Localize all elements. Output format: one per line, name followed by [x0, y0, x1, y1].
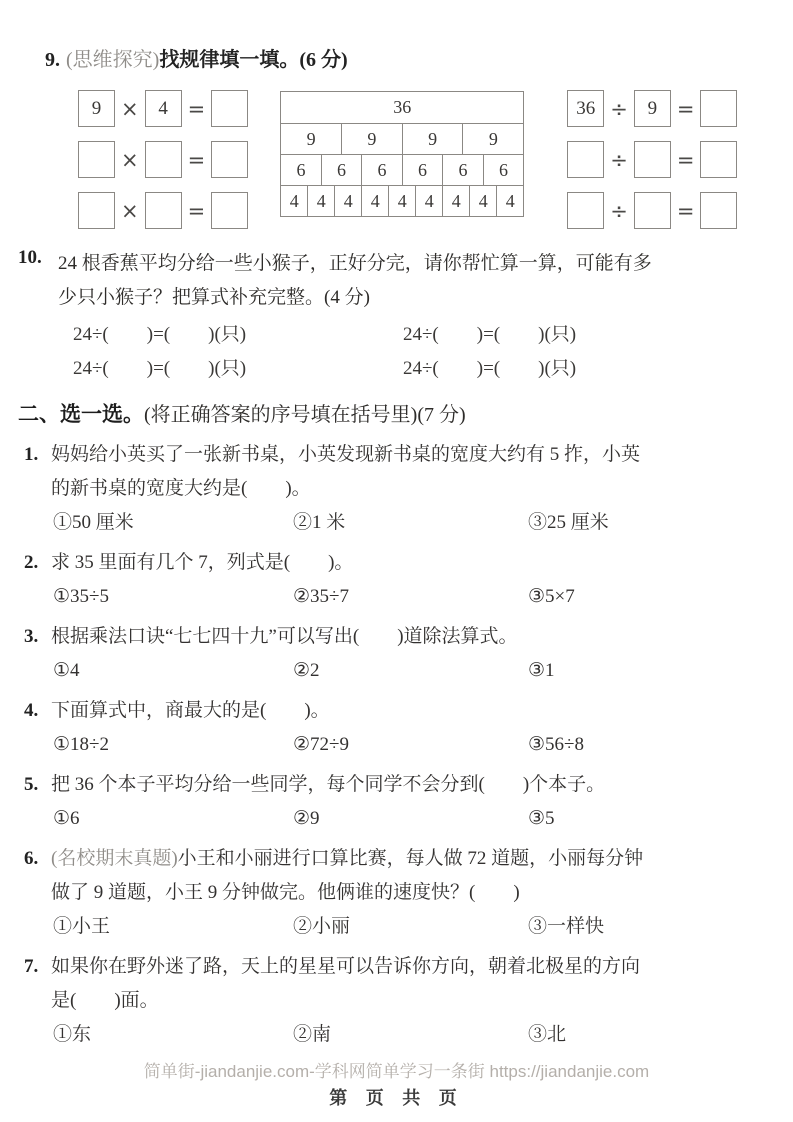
equals-sign: = [187, 147, 206, 172]
section2-heading [18, 397, 765, 432]
answer-box [567, 192, 604, 229]
option-3: ③5 [528, 808, 555, 829]
divide-sign: ÷ [610, 96, 628, 121]
option-1: ①4 [53, 660, 80, 681]
fill-equation: 24÷( )=( )(只) [403, 358, 577, 379]
answer-box [700, 141, 737, 178]
options-row [51, 728, 765, 762]
answer-box: 9 [634, 90, 671, 127]
option-2: ②2 [293, 660, 320, 681]
decomposition-table [280, 91, 524, 217]
option-1: ①东 [53, 1024, 92, 1045]
fill-equation: 24÷( )=( )(只) [73, 324, 247, 345]
table-cell: 4 [388, 186, 415, 216]
table-cell: 4 [415, 186, 442, 216]
table-cell: 4 [469, 186, 496, 216]
question9-number: 9. [45, 49, 60, 71]
equals-sign: = [676, 147, 695, 172]
question9-tag: (思维探究) [66, 49, 160, 71]
answer-box [700, 192, 737, 229]
question9-body [18, 90, 765, 229]
question10-block [18, 247, 765, 385]
choice-question-2 [18, 546, 765, 614]
table-cell: 9 [402, 124, 463, 154]
table-cell: 6 [361, 155, 402, 185]
question10-equations [45, 319, 765, 385]
table-cell: 4 [289, 190, 299, 211]
multiplication-row [78, 192, 248, 229]
answer-box [211, 192, 248, 229]
option-1: ①小王 [53, 916, 111, 937]
table-cell: 9 [462, 124, 523, 154]
question-text-line2: 做了 9 道题，小王 9 分钟做完。他俩谁的速度快？( ) [51, 882, 520, 903]
equals-sign: = [676, 198, 695, 223]
question-text-line1: 下面算式中，商最大的是( )。 [51, 700, 330, 721]
options-row [51, 910, 765, 944]
table-cell: 36 [393, 97, 412, 117]
choice-question-3 [18, 620, 765, 688]
question-text-line1: 把 36 个本子平均分给一些同学，每个同学不会分到( )个本子。 [51, 774, 606, 795]
answer-box [700, 90, 737, 127]
answer-box [634, 141, 671, 178]
question-number: 3. [24, 626, 39, 647]
answer-box [78, 141, 115, 178]
option-2: ②35÷7 [293, 586, 349, 607]
table-cell: 6 [402, 155, 443, 185]
choice-question-7 [18, 950, 765, 1052]
answer-box: 36 [567, 90, 604, 127]
question-text-line1 [51, 842, 765, 876]
option-3: ③56÷8 [528, 734, 584, 755]
footer-page-label: 第 页 共 页 [329, 1088, 464, 1108]
question-text-line2: 的新书桌的宽度大约是( )。 [51, 478, 311, 499]
division-column [567, 90, 737, 229]
table-cell: 4 [496, 186, 523, 216]
table-cell: 6 [296, 159, 306, 180]
options-row [51, 506, 765, 540]
question9-heading [18, 46, 765, 74]
question-tag: (名校期末真题) [51, 848, 178, 869]
option-3: ③一样快 [528, 916, 605, 937]
table-cell: 9 [306, 128, 316, 149]
options-row [51, 580, 765, 614]
multiply-sign: × [121, 96, 139, 121]
table-row-6s [281, 154, 523, 185]
question-text-line1: 根据乘法口诀“七七四十九”可以写出( )道除法算式。 [51, 626, 518, 647]
choice-question-6 [18, 842, 765, 944]
divide-sign: ÷ [610, 147, 628, 172]
question-number: 1. [24, 444, 39, 465]
answer-box [78, 192, 115, 229]
option-2: ②小丽 [293, 916, 351, 937]
table-cell: 6 [321, 155, 362, 185]
question10-text-line2: 少只小猴子？把算式补充完整。(4 分) [58, 287, 370, 308]
division-row [567, 141, 737, 178]
question-number: 5. [24, 774, 39, 795]
option-3: ③25 厘米 [528, 512, 609, 533]
section2-heading-bold: 二、选一选。 [18, 402, 144, 426]
table-cell: 4 [334, 186, 361, 216]
table-cell: 4 [442, 186, 469, 216]
question-number: 2. [24, 552, 39, 573]
multiplication-column [78, 90, 248, 229]
division-row [567, 90, 737, 127]
option-2: ②72÷9 [293, 734, 349, 755]
multiplication-row [78, 141, 248, 178]
answer-box: 4 [145, 90, 182, 127]
question10-number: 10. [18, 247, 42, 268]
table-cell: 4 [361, 186, 388, 216]
question9-title: 找规律填一填。(6 分) [159, 49, 348, 71]
options-row [51, 1018, 765, 1052]
answer-box: 9 [78, 90, 115, 127]
option-2: ②南 [293, 1024, 332, 1045]
table-cell: 4 [307, 186, 334, 216]
choice-question-5 [18, 768, 765, 836]
table-row-9s [281, 123, 523, 154]
option-2: ②9 [293, 808, 320, 829]
multiply-sign: × [121, 198, 139, 223]
question10-text-line1: 24 根香蕉平均分给一些小猴子，正好分完，请你帮忙算一算，可能有多 [58, 253, 652, 274]
section2-heading-rest: (将正确答案的序号填在括号里)(7 分) [144, 404, 466, 426]
multiplication-row [78, 90, 248, 127]
fill-equation: 24÷( )=( )(只) [403, 324, 577, 345]
question-text-line2: 是( )面。 [51, 990, 159, 1011]
table-row-4s [281, 185, 523, 216]
answer-box [634, 192, 671, 229]
choice-question-4 [18, 694, 765, 762]
options-row [51, 654, 765, 688]
equals-sign: = [187, 198, 206, 223]
multiply-sign: × [121, 147, 139, 172]
question-number: 6. [24, 848, 39, 869]
option-3: ③5×7 [528, 586, 575, 607]
question-number: 4. [24, 700, 39, 721]
footer-watermark: 简单街-jiandanjie.com-学科网简单学习一条街 https://jiandanjie.com [143, 1062, 650, 1081]
question-number: 7. [24, 956, 39, 977]
answer-box [145, 141, 182, 178]
option-3: ③北 [528, 1024, 567, 1045]
option-3: ③1 [528, 660, 555, 681]
choice-question-1 [18, 438, 765, 540]
option-1: ①18÷2 [53, 734, 109, 755]
table-cell: 9 [341, 124, 402, 154]
question-text-line1: 妈妈给小英买了一张新书桌，小英发现新书桌的宽度大约有 5 拃，小英 [51, 444, 641, 465]
options-row [51, 802, 765, 836]
table-cell: 6 [442, 155, 483, 185]
option-2: ②1 米 [293, 512, 346, 533]
question-text-line1: 如果你在野外迷了路，天上的星星可以告诉你方向，朝着北极星的方向 [51, 956, 641, 977]
table-row-36 [281, 92, 523, 123]
answer-box [211, 90, 248, 127]
answer-box [211, 141, 248, 178]
division-row [567, 192, 737, 229]
answer-box [145, 192, 182, 229]
equals-sign: = [676, 96, 695, 121]
equals-sign: = [187, 96, 206, 121]
option-1: ①35÷5 [53, 586, 109, 607]
question-text: 小王和小丽进行口算比赛，每人做 72 道题，小丽每分钟 [177, 848, 644, 869]
table-cell: 6 [483, 155, 524, 185]
option-1: ①50 厘米 [53, 512, 134, 533]
option-1: ①6 [53, 808, 80, 829]
answer-box [567, 141, 604, 178]
divide-sign: ÷ [610, 198, 628, 223]
fill-equation: 24÷( )=( )(只) [73, 358, 247, 379]
question-text-line1: 求 35 里面有几个 7，列式是( )。 [51, 552, 354, 573]
